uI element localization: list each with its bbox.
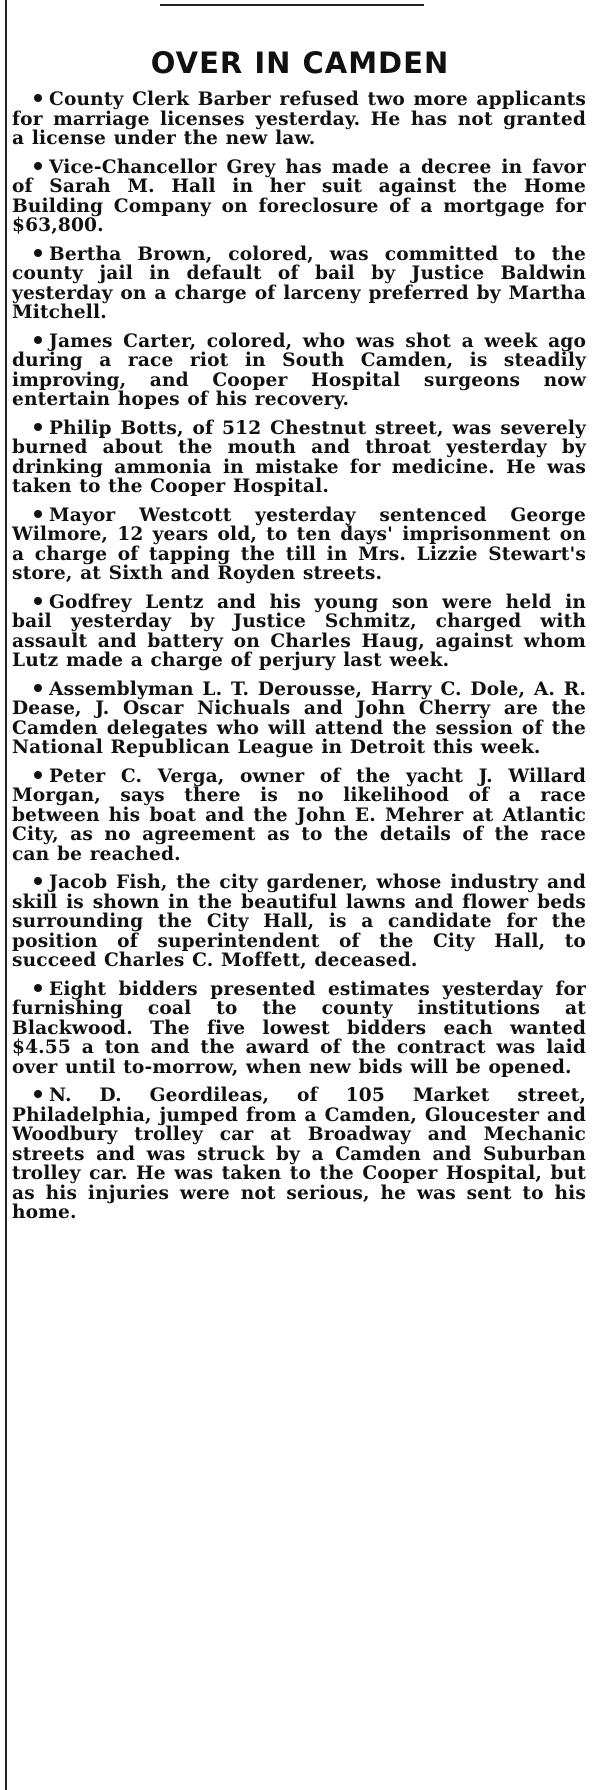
- news-item-text: James Carter, colored, who was shot a week ago during a race riot in South Camden, is steadily improving, and Cooper Hospital surgeons now entertain hopes of his recovery.: [12, 330, 586, 410]
- bullet-icon: [34, 423, 42, 431]
- news-item: [12, 593, 586, 671]
- news-item: [12, 980, 586, 1078]
- news-item-text: County Clerk Barber refused two more applicants for marriage licenses yesterday. He has not granted a license under the new law.: [12, 89, 586, 149]
- bullet-icon: [34, 249, 42, 257]
- bullet-icon: [34, 684, 42, 692]
- news-item-text: Philip Botts, of 512 Chestnut street, was severely burned about the mouth and throat yesterday by drinking ammonia in mistake for medicine. He was taken to the Cooper Hospital.: [12, 417, 586, 497]
- bullet-icon: [34, 94, 42, 102]
- news-item-text: Peter C. Verga, owner of the yacht J. Willard Morgan, says there is no likelihood of a race between his boat and the John E. Mehrer at Atlantic City, as no agreement as to the details of the race can be reached.: [12, 765, 586, 865]
- bullet-icon: [34, 984, 42, 992]
- news-item: [12, 332, 586, 410]
- news-item: [12, 506, 586, 584]
- news-item-text: Vice-Chancellor Grey has made a decree in favor of Sarah M. Hall in her suit against the Home Building Company on foreclosure of a mortgage for $63,800.: [12, 156, 586, 236]
- news-item: [12, 767, 586, 865]
- news-item: [12, 90, 586, 149]
- news-item: [12, 158, 586, 236]
- news-item-text: Bertha Brown, colored, was committed to the county jail in default of bail by Justice Baldwin yesterday on a charge of larceny preferred by Martha Mitchell.: [12, 243, 586, 323]
- news-item-text: Jacob Fish, the city gardener, whose industry and skill is shown in the beautiful lawns and flower beds surrounding the City Hall, is a candidate for the position of superintendent of the City Hall, to succeed Charles C. Moffett, deceased.: [12, 872, 586, 971]
- news-item-text: N. D. Geordileas, of 105 Market street, Philadelphia, jumped from a Camden, Gloucester and Woodbury trolley car at Broadway and Mechanic streets and was struck by a Camden and Suburban trolley car. He was taken to the Cooper Hospital, but as his injuries were not serious, he was sent to his home.: [12, 1085, 586, 1223]
- column-left-rule: [5, 0, 7, 1790]
- news-items: [12, 90, 586, 1232]
- news-item-text: Godfrey Lentz and his young son were held in bail yesterday by Justice Schmitz, charged with assault and battery on Charles Haug, against whom Lutz made a charge of perjury last week.: [12, 591, 586, 671]
- bullet-icon: [34, 877, 42, 885]
- bullet-icon: [34, 1090, 42, 1098]
- bullet-icon: [34, 771, 42, 779]
- bullet-icon: [34, 162, 42, 170]
- news-item-text: Assemblyman L. T. Derousse, Harry C. Dole, A. R. Dease, J. Oscar Nichuals and John Cherry are the Camden delegates who will attend the session of the National Republican League in Detroit this week.: [12, 678, 586, 758]
- news-item-text: Eight bidders presented estimates yesterday for furnishing coal to the county institutions at Blackwood. The five lowest bidders each wanted $4.55 a ton and the award of the contract was laid over until to-morrow, when new bids will be opened.: [12, 978, 586, 1078]
- news-item: [12, 245, 586, 323]
- bullet-icon: [34, 336, 42, 344]
- bullet-icon: [34, 597, 42, 605]
- news-item: [12, 680, 586, 758]
- headline-top-rule: [160, 4, 424, 6]
- news-item-text: Mayor Westcott yesterday sentenced George Wilmore, 12 years old, to ten days' imprisonment on a charge of tapping the till in Mrs. Lizzie Stewart's store, at Sixth and Royden streets.: [12, 504, 586, 584]
- bullet-icon: [34, 510, 42, 518]
- news-item: [12, 873, 586, 971]
- news-item: [12, 1086, 586, 1223]
- headline: OVER IN CAMDEN: [150, 46, 450, 81]
- news-item: [12, 419, 586, 497]
